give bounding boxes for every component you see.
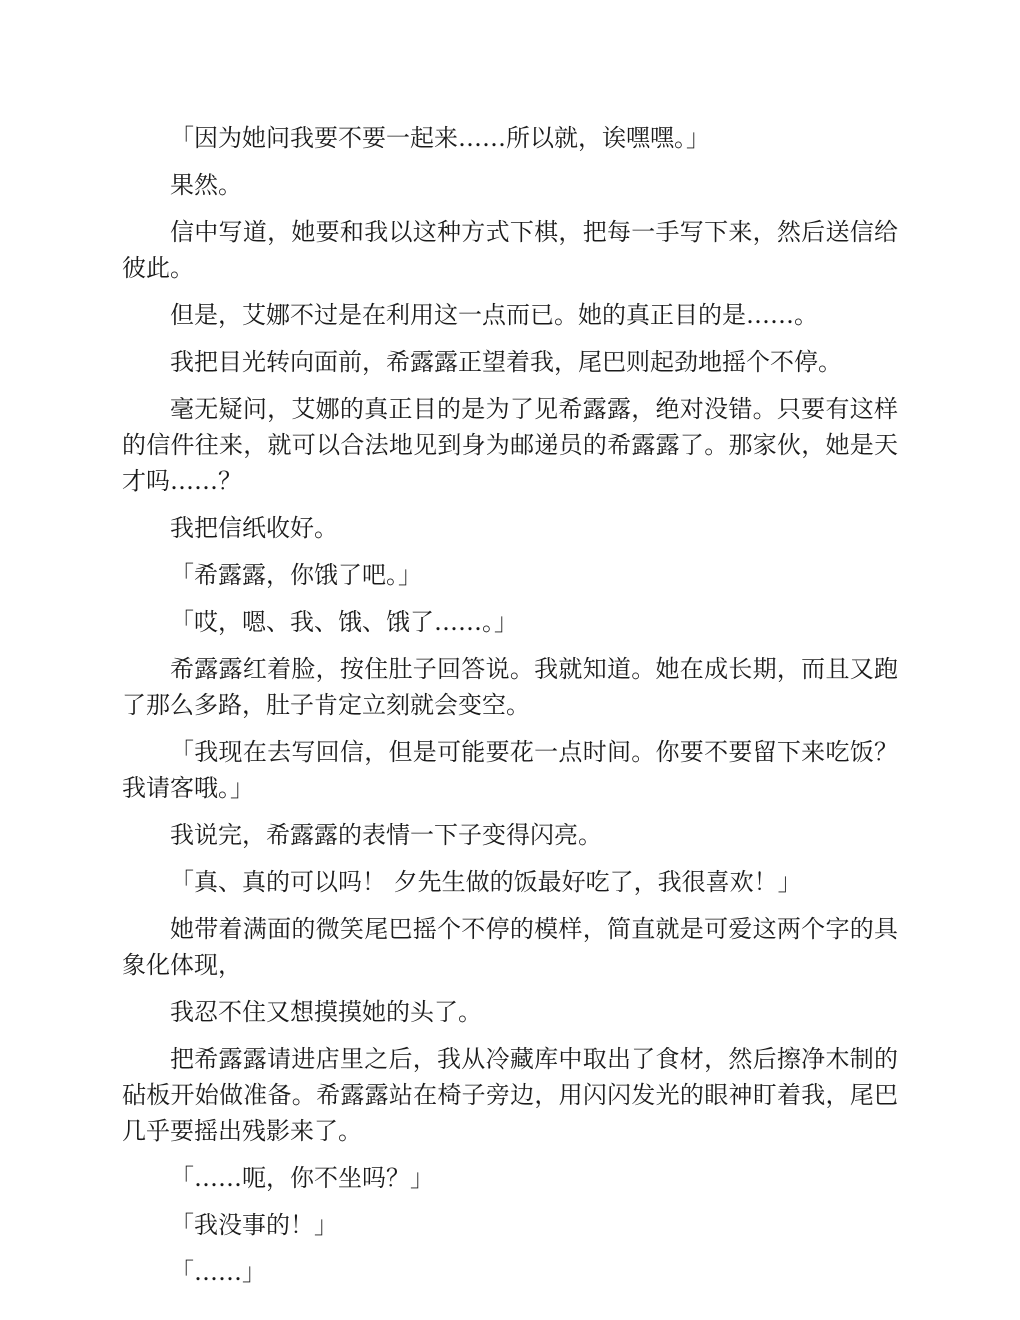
paragraph: 「我现在去写回信，但是可能要花一点时间。你要不要留下来吃饭？ 我请客哦。」 <box>122 738 898 802</box>
paragraph: 她带着满面的微笑尾巴摇个不停的模样，简直就是可爱这两个字的具象化体现， <box>122 915 898 979</box>
paragraph: 我把目光转向面前，希露露正望着我，尾巴则起劲地摇个不停。 <box>170 348 842 376</box>
paragraph: 「我没事的！」 <box>170 1211 338 1239</box>
paragraph: 「希露露，你饿了吧。」 <box>170 561 422 589</box>
paragraph: 「因为她问我要不要一起来……所以就，诶嘿嘿。」 <box>170 124 710 152</box>
paragraph: 「……呃，你不坐吗？」 <box>170 1164 434 1192</box>
paragraph: 「真、真的可以吗！ 夕先生做的饭最好吃了，我很喜欢！」 <box>170 868 802 896</box>
paragraph: 把希露露请进店里之后，我从冷藏库中取出了食材，然后擦净木制的砧板开始做准备。希露露站在椅子旁边，用闪闪发光的眼神盯着我，尾巴几乎要摇出残影来了。 <box>122 1045 898 1145</box>
paragraph: 我说完，希露露的表情一下子变得闪亮。 <box>170 821 602 849</box>
paragraph: 毫无疑问，艾娜的真正目的是为了见希露露，绝对没错。只要有这样的信件往来，就可以合法地见到身为邮递员的希露露了。那家伙，她是天才吗……？ <box>122 395 898 495</box>
paragraph: 「哎，嗯、我、饿、饿了……。」 <box>170 608 518 636</box>
paragraph: 信中写道，她要和我以这种方式下棋，把每一手写下来，然后送信给彼此。 <box>122 218 898 282</box>
paragraph: 「……」 <box>170 1258 266 1286</box>
paragraph: 果然。 <box>170 171 242 199</box>
paragraph: 我把信纸收好。 <box>170 514 338 542</box>
paragraph: 但是，艾娜不过是在利用这一点而已。她的真正目的是……。 <box>170 301 818 329</box>
body-text <box>122 120 898 1301</box>
paragraph: 我忍不住又想摸摸她的头了。 <box>170 998 482 1026</box>
paragraph: 希露露红着脸，按住肚子回答说。我就知道。她在成长期，而且又跑了那么多路，肚子肯定立刻就会变空。 <box>122 655 898 719</box>
